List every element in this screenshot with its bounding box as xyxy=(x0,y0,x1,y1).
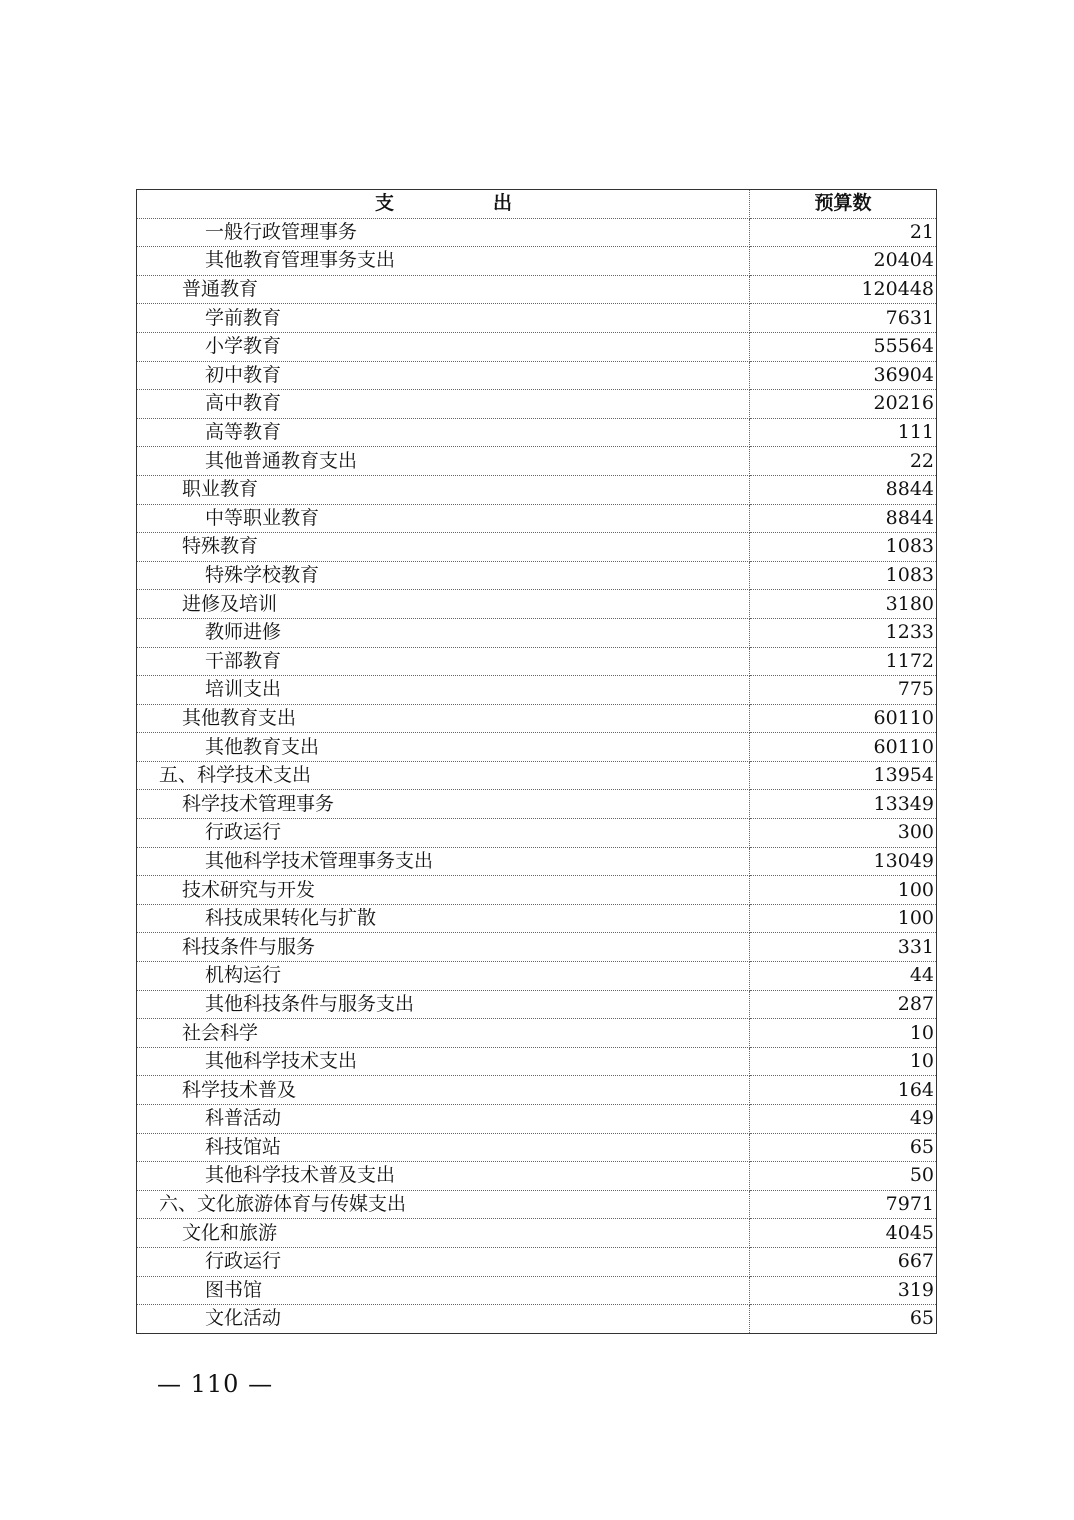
row-budget-value: 65 xyxy=(909,1307,934,1330)
row-item-name: 特殊学校教育 xyxy=(137,561,750,590)
row-budget-value: 10 xyxy=(750,1019,937,1048)
row-budget-value: 120448 xyxy=(750,275,937,304)
row-budget-value: 164 xyxy=(750,1076,937,1105)
row-item-name: 职业教育 xyxy=(137,475,750,504)
row-budget-value: 111 xyxy=(750,418,937,447)
row-item-name: 行政运行 xyxy=(137,819,750,848)
row-item-name: 文化和旅游 xyxy=(137,1219,750,1248)
row-budget-value: 4045 xyxy=(750,1219,937,1248)
row-item-name: 高等教育 xyxy=(137,418,750,447)
table-row xyxy=(137,304,937,333)
table-row xyxy=(137,647,937,676)
row-item-name: 图书馆 xyxy=(137,1276,750,1305)
row-budget-value: 20216 xyxy=(750,390,937,419)
table-row xyxy=(137,1019,937,1048)
row-budget-value: 36904 xyxy=(750,361,937,390)
table-row xyxy=(137,332,937,361)
row-item-name: 机构运行 xyxy=(137,962,750,991)
header-budget-amount: 预算数 xyxy=(750,190,937,219)
row-item-name: 其他科学技术管理事务支出 xyxy=(137,847,750,876)
table-row xyxy=(137,475,937,504)
row-item-name: 学前教育 xyxy=(137,304,750,333)
row-budget-value: 331 xyxy=(750,933,937,962)
row-item-name: 干部教育 xyxy=(137,647,750,676)
table-row xyxy=(137,533,937,562)
row-budget-value: 50 xyxy=(750,1162,937,1191)
row-item-name: 培训支出 xyxy=(137,676,750,705)
table-body xyxy=(137,218,937,1333)
row-item-name: 初中教育 xyxy=(137,361,750,390)
table-row xyxy=(137,504,937,533)
row-item-name: 其他普通教育支出 xyxy=(137,447,750,476)
table-row xyxy=(137,990,937,1019)
row-item-name: 科技条件与服务 xyxy=(137,933,750,962)
row-budget-value: 44 xyxy=(750,962,937,991)
row-item-name: 特殊教育 xyxy=(137,533,750,562)
row-budget-value: 287 xyxy=(750,990,937,1019)
row-budget-value: 55564 xyxy=(750,332,937,361)
row-budget-value: 775 xyxy=(750,676,937,705)
row-item-name: 小学教育 xyxy=(137,332,750,361)
table-row xyxy=(137,1276,937,1305)
row-item-name: 行政运行 xyxy=(137,1247,750,1276)
row-item-name: 科学技术普及 xyxy=(137,1076,750,1105)
row-item-name: 一般行政管理事务 xyxy=(137,218,750,247)
table-row xyxy=(137,733,937,762)
budget-table xyxy=(136,189,937,1334)
table-header-row xyxy=(137,190,937,219)
header-expenditure xyxy=(137,190,750,219)
table-row xyxy=(137,1219,937,1248)
table-row xyxy=(137,790,937,819)
row-budget-value: 22 xyxy=(750,447,937,476)
table-row xyxy=(137,618,937,647)
row-item-name: 科学技术管理事务 xyxy=(137,790,750,819)
table-row xyxy=(137,876,937,905)
row-budget-value: 8844 xyxy=(750,475,937,504)
row-budget-value: 7631 xyxy=(750,304,937,333)
table-row xyxy=(137,704,937,733)
row-item-name: 技术研究与开发 xyxy=(137,876,750,905)
page-number: — 110 — xyxy=(157,1370,274,1398)
row-item-name: 社会科学 xyxy=(137,1019,750,1048)
row-budget-value: 60110 xyxy=(750,704,937,733)
table-row xyxy=(137,962,937,991)
row-item-name: 六、文化旅游体育与传媒支出 xyxy=(137,1190,750,1219)
row-budget-value: 100 xyxy=(750,904,937,933)
row-item-name: 其他教育支出 xyxy=(137,733,750,762)
table-row xyxy=(137,390,937,419)
row-budget-value: 60110 xyxy=(750,733,937,762)
row-budget-value: 300 xyxy=(750,819,937,848)
row-item-name: 文化活动 xyxy=(137,1305,750,1334)
table-row xyxy=(137,1133,937,1162)
table-row xyxy=(137,1047,937,1076)
table-row xyxy=(137,847,937,876)
row-budget-value: 667 xyxy=(750,1247,937,1276)
table-row xyxy=(137,218,937,247)
row-item-name: 高中教育 xyxy=(137,390,750,419)
row-budget-value: 7971 xyxy=(750,1190,937,1219)
row-budget-value: 1233 xyxy=(750,618,937,647)
row-budget-value: 319 xyxy=(750,1276,937,1305)
table-row xyxy=(137,275,937,304)
table-row xyxy=(137,561,937,590)
header-expenditure-part2: 出 xyxy=(493,192,513,214)
table-row xyxy=(137,590,937,619)
row-item-name: 中等职业教育 xyxy=(137,504,750,533)
table-row xyxy=(137,904,937,933)
table-row xyxy=(137,247,937,276)
table-row xyxy=(137,418,937,447)
table-row xyxy=(137,1247,937,1276)
header-expenditure-part1: 支 xyxy=(375,192,395,214)
table-row xyxy=(137,361,937,390)
row-item-name: 其他科学技术支出 xyxy=(137,1047,750,1076)
row-item-name: 科技成果转化与扩散 xyxy=(137,904,750,933)
table-row xyxy=(137,1076,937,1105)
row-item-name: 科普活动 xyxy=(137,1105,750,1134)
row-budget-value: 100 xyxy=(750,876,937,905)
row-budget-value: 49 xyxy=(750,1105,937,1134)
table-row xyxy=(137,447,937,476)
row-budget-value: 8844 xyxy=(750,504,937,533)
row-item-name: 五、科学技术支出 xyxy=(137,761,750,790)
row-item-name: 进修及培训 xyxy=(137,590,750,619)
table-row xyxy=(137,1105,937,1134)
row-item-name: 其他科技条件与服务支出 xyxy=(137,990,750,1019)
row-item-name: 其他科学技术普及支出 xyxy=(137,1162,750,1191)
row-budget-value: 10 xyxy=(750,1047,937,1076)
row-budget-value: 13349 xyxy=(750,790,937,819)
table-row xyxy=(137,819,937,848)
table-row xyxy=(137,1190,937,1219)
row-item-name: 普通教育 xyxy=(137,275,750,304)
table-row xyxy=(137,761,937,790)
row-budget-value: 1172 xyxy=(750,647,937,676)
row-budget-value: 20404 xyxy=(750,247,937,276)
table-row xyxy=(137,933,937,962)
row-budget-value: 1083 xyxy=(750,561,937,590)
row-item-name: 其他教育管理事务支出 xyxy=(137,247,750,276)
table-row xyxy=(137,1305,937,1334)
row-item-name: 教师进修 xyxy=(137,618,750,647)
row-item-name: 科技馆站 xyxy=(137,1133,750,1162)
row-budget-value: 21 xyxy=(750,218,937,247)
row-item-name: 其他教育支出 xyxy=(137,704,750,733)
row-budget-value: 3180 xyxy=(750,590,937,619)
row-budget-value: 13954 xyxy=(750,761,937,790)
table-row xyxy=(137,676,937,705)
row-budget-value: 13049 xyxy=(750,847,937,876)
row-budget-value: 65 xyxy=(750,1133,937,1162)
row-budget-value: 1083 xyxy=(750,533,937,562)
table-row xyxy=(137,1162,937,1191)
